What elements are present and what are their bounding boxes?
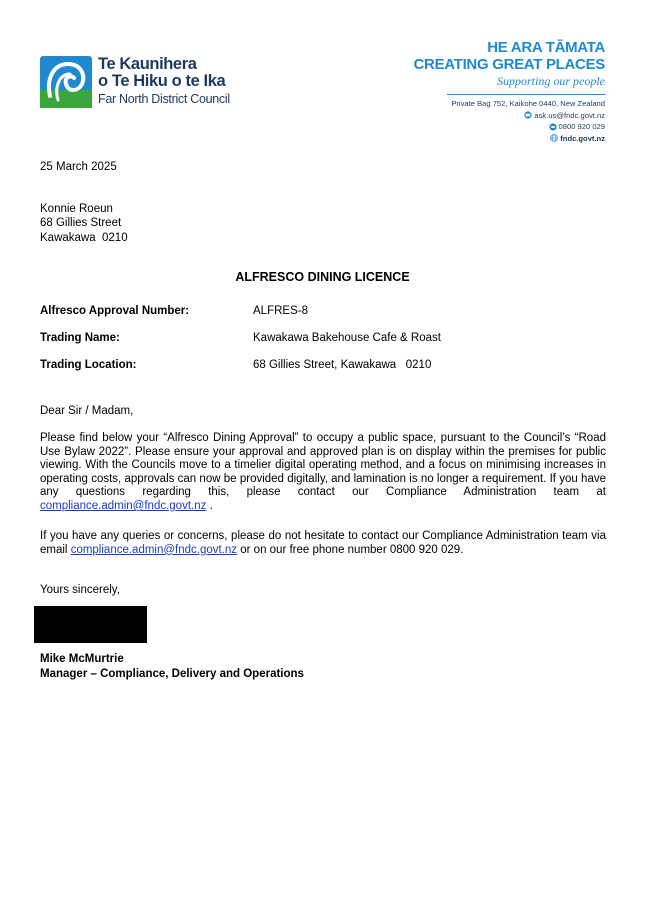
recipient-town: Kawakawa 0210 (40, 231, 128, 244)
contact-web[interactable]: fndc.govt.nz (560, 133, 605, 143)
detail-label-trading-location: Trading Location: (40, 359, 137, 371)
council-logo-icon (40, 56, 92, 108)
recipient-address (40, 202, 606, 245)
recipient-name: Konnie Roeun (40, 203, 113, 215)
detail-label-approval-number: Alfresco Approval Number: (40, 305, 190, 317)
globe-icon (550, 134, 558, 142)
council-name-block (98, 56, 230, 106)
compliance-email-link-2[interactable]: compliance.admin@fndc.govt.nz (70, 543, 238, 556)
signatory-name: Mike McMurtrie (40, 653, 124, 665)
letter-date: 25 March 2025 (40, 161, 117, 173)
para2-end: or on our free phone number 0800 920 029. (237, 543, 464, 556)
council-name-line3: Far North District Council (98, 91, 230, 106)
header-divider (447, 94, 605, 95)
contact-email[interactable]: ask.us@fndc.govt.nz (534, 110, 605, 120)
detail-value-trading-name: Kawakawa Bakehouse Cafe & Roast (253, 332, 441, 344)
signatory-title: Manager – Compliance, Delivery and Operations (40, 668, 304, 680)
slogan-line2: CREATING GREAT PLACES (413, 55, 605, 73)
detail-label-trading-name: Trading Name: (40, 332, 120, 344)
para2-text: If you have any queries or concerns, please do not hesitate to contact our Compliance Administration team via email (40, 530, 606, 556)
letter-title: ALFRESCO DINING LICENCE (235, 270, 410, 284)
signatory-block (40, 652, 606, 682)
salutation: Dear Sir / Madam, (40, 405, 134, 417)
redacted-signature (34, 606, 147, 643)
email-icon (524, 111, 532, 119)
phone-icon (549, 123, 557, 131)
slogan-line1: HE ARA TĀMATA (487, 39, 605, 56)
closing: Yours sincerely, (40, 584, 120, 596)
contact-block (451, 98, 605, 144)
council-name-line2: o Te Hiku o te Ika (98, 72, 226, 91)
body-paragraph-2 (40, 530, 606, 557)
contact-address: Private Bag 752, Kaikohe 0440, New Zealand (451, 99, 605, 108)
contact-phone: 0800 920 029 (558, 122, 605, 132)
slogan-block (414, 40, 605, 89)
detail-value-approval-number: ALFRES-8 (253, 305, 308, 317)
compliance-email-link-1[interactable]: compliance.admin@fndc.govt.nz (40, 499, 207, 512)
recipient-street: 68 Gillies Street (40, 217, 122, 230)
body-paragraph-1 (40, 432, 606, 514)
para1-text: Please find below your “Alfresco Dining Approval” to occupy a public space, pursuant to the Council’s “Road Use Bylaw 2022”. Please ensure your approval and approved plan is on display within the premises for public viewing. With the Councils move to a timelier digital operating method, and a focus on minimising increases in operating costs, approvals can now be provided digitally, and lamination is no longer a requirement. If you have any questions regarding this, please contact our Compliance Administration team at (40, 432, 606, 499)
council-name-line1: Te Kaunihera (98, 55, 197, 73)
para1-end: . (206, 499, 213, 512)
slogan-line3: Supporting our people (497, 74, 605, 88)
detail-value-trading-location: 68 Gillies Street, Kawakawa 0210 (253, 359, 432, 371)
